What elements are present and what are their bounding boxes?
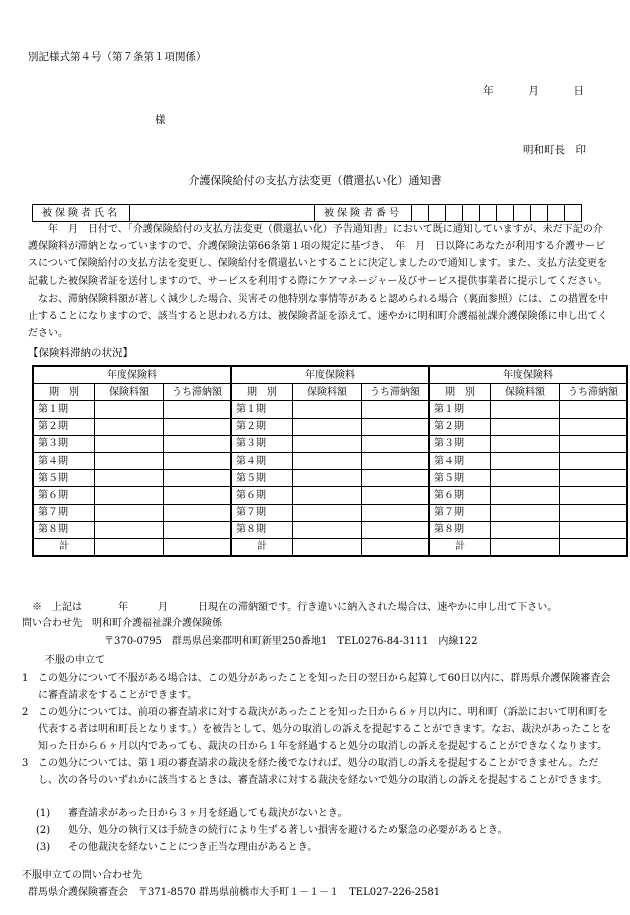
premium-amount-cell[interactable] xyxy=(95,435,164,452)
appeal-item-text: この処分について不服がある場合は、この処分があったことを知った日の翌日から起算して60日以内に、群馬県介護保険審査会に審査請求をすることができます。 xyxy=(38,673,611,701)
appeal-inquiry-label: 不服申立ての問い合わせ先 xyxy=(22,870,142,881)
premium-amount-cell[interactable] xyxy=(95,487,164,504)
date-line xyxy=(483,84,584,100)
period-label: 第６期 xyxy=(429,487,491,504)
insured-name-label: 被保険者氏名 xyxy=(33,205,130,222)
insured-number-digit[interactable] xyxy=(429,205,446,222)
premium-amount-cell[interactable] xyxy=(491,452,560,469)
note-rest: 日現在の滞納額です。行き違いに納入された場合は、速やかに申し出て下さい。 xyxy=(198,602,558,613)
arrears-amount-cell[interactable] xyxy=(164,401,232,418)
period-label: 第６期 xyxy=(231,487,293,504)
total-premium-cell[interactable] xyxy=(95,538,164,556)
insured-number-digit[interactable] xyxy=(548,205,565,222)
year-group-header: 年度保険料 xyxy=(33,366,231,384)
year-group-header: 年度保険料 xyxy=(231,366,429,384)
premium-amount-cell[interactable] xyxy=(293,435,362,452)
year-group-header: 年度保険料 xyxy=(429,366,627,384)
period-label: 第４期 xyxy=(33,452,95,469)
premium-amount-cell[interactable] xyxy=(95,418,164,435)
table-row xyxy=(33,418,627,435)
total-label: 計 xyxy=(429,538,491,556)
appeal-subitem-number: (2) xyxy=(36,825,51,836)
table-row xyxy=(33,401,627,418)
arrears-amount-cell[interactable] xyxy=(362,504,430,521)
period-label: 第２期 xyxy=(429,418,491,435)
arrears-amount-cell[interactable] xyxy=(560,521,628,538)
col-amount-header: 保険料額 xyxy=(95,384,164,401)
total-arrears-cell[interactable] xyxy=(362,538,430,556)
period-label: 第１期 xyxy=(231,401,293,418)
arrears-amount-cell[interactable] xyxy=(560,504,628,521)
appeal-item-text: この処分については、前項の審査請求に対する裁決があったことを知った日から６ヶ月以内に、明和町（訴訟において明和町を代表する者は明和町長となります。）を被告として、処分の取消しの訴えを提起することができます。なお、裁決があったことを知った日から６ヶ月以内であっても、裁決の日から１年を経過すると処分の取消しの訴えを提起することができなくなります。 xyxy=(38,707,612,752)
insured-number-digit[interactable] xyxy=(463,205,480,222)
period-label: 第４期 xyxy=(231,452,293,469)
appeal-item xyxy=(22,704,614,755)
premium-amount-cell[interactable] xyxy=(491,504,560,521)
period-label: 第２期 xyxy=(231,418,293,435)
col-arrears-header: うち滞納額 xyxy=(164,384,232,401)
arrears-amount-cell[interactable] xyxy=(560,452,628,469)
insured-number-digit[interactable] xyxy=(446,205,463,222)
note-month: 月 xyxy=(158,602,168,613)
period-label: 第５期 xyxy=(231,470,293,487)
table-row xyxy=(33,504,627,521)
appeal-subitem xyxy=(36,840,317,855)
total-premium-cell[interactable] xyxy=(491,538,560,556)
insured-number-digit[interactable] xyxy=(497,205,514,222)
arrears-amount-cell[interactable] xyxy=(164,470,232,487)
premium-amount-cell[interactable] xyxy=(491,401,560,418)
arrears-amount-cell[interactable] xyxy=(560,401,628,418)
issuer: 明和町長 印 xyxy=(523,144,586,156)
appeal-item xyxy=(22,755,614,789)
col-arrears-header: うち滞納額 xyxy=(560,384,628,401)
note-year: 年 xyxy=(118,602,128,613)
col-amount-header: 保険料額 xyxy=(293,384,362,401)
form-id: 別記様式第４号（第７条第１項関係） xyxy=(28,51,207,63)
table-row xyxy=(33,452,627,469)
total-arrears-cell[interactable] xyxy=(560,538,628,556)
premium-amount-cell[interactable] xyxy=(491,435,560,452)
appeal-subitem-number: (1) xyxy=(36,808,51,819)
period-label: 第４期 xyxy=(429,452,491,469)
arrears-amount-cell[interactable] xyxy=(362,452,430,469)
arrears-amount-cell[interactable] xyxy=(560,487,628,504)
total-row xyxy=(33,538,627,556)
inquiry-address: 〒370-0795 群馬県邑楽郡明和町新里250番地1 TEL0276-84-3111 内線122 xyxy=(104,636,478,647)
period-label: 第１期 xyxy=(429,401,491,418)
premium-amount-cell[interactable] xyxy=(491,418,560,435)
premium-amount-cell[interactable] xyxy=(95,504,164,521)
premium-amount-cell[interactable] xyxy=(491,470,560,487)
premium-amount-cell[interactable] xyxy=(293,418,362,435)
inquiry-label: 問い合わせ先 明和町介護福祉課介護保険係 xyxy=(22,618,222,629)
notice-paragraph-2: なお、滞納保険料額が著しく減少した場合、災害その他特別な事情等があると認められる場合（裏面参照）には、この措置を中止することになりますので、該当すると思われる方は、被保険者証を添えて、速やかに明和町介護福祉課介護保険係に申し出てください。 xyxy=(28,294,608,340)
arrears-amount-cell[interactable] xyxy=(560,470,628,487)
total-label: 計 xyxy=(33,538,95,556)
appeal-subitem xyxy=(36,806,348,821)
period-label: 第３期 xyxy=(33,435,95,452)
premium-amount-cell[interactable] xyxy=(293,401,362,418)
insured-number-digit[interactable] xyxy=(514,205,531,222)
col-arrears-header: うち滞納額 xyxy=(362,384,430,401)
insured-number-digit[interactable] xyxy=(565,205,582,222)
period-label: 第３期 xyxy=(231,435,293,452)
appeal-subitem-number: (3) xyxy=(36,842,51,853)
premium-amount-cell[interactable] xyxy=(293,470,362,487)
document-title: 介護保険給付の支払方法変更（償還払い化）通知書 xyxy=(188,174,442,187)
col-amount-header: 保険料額 xyxy=(491,384,560,401)
premium-amount-cell[interactable] xyxy=(293,521,362,538)
period-label: 第８期 xyxy=(231,521,293,538)
arrears-amount-cell[interactable] xyxy=(560,435,628,452)
appeal-item-number: 3 xyxy=(22,758,29,769)
insured-number-digit[interactable] xyxy=(480,205,497,222)
premium-amount-cell[interactable] xyxy=(95,452,164,469)
period-label: 第７期 xyxy=(33,504,95,521)
table-row xyxy=(33,435,627,452)
note-line xyxy=(32,600,557,615)
date-year: 年 xyxy=(483,85,494,97)
period-label: 第７期 xyxy=(231,504,293,521)
period-label: 第８期 xyxy=(33,521,95,538)
premium-amount-cell[interactable] xyxy=(95,401,164,418)
section-title: 【保険料滞納の状況】 xyxy=(28,347,133,359)
period-label: 第６期 xyxy=(33,487,95,504)
addressee: 様 xyxy=(155,114,166,126)
arrears-amount-cell[interactable] xyxy=(362,521,430,538)
appeal-inquiry-address: 群馬県介護保険審査会 〒371-8570 群馬県前橋市大手町１－１－１ TEL027-226-2581 xyxy=(28,887,441,898)
arrears-amount-cell[interactable] xyxy=(560,418,628,435)
total-label: 計 xyxy=(231,538,293,556)
col-period-header: 期 別 xyxy=(33,384,95,401)
group-header-row xyxy=(33,366,627,384)
appeal-subitem-text: 処分、処分の執行又は手続きの続行により生ずる著しい損害を避けるため緊急の必要があるとき。 xyxy=(68,825,508,836)
premium-amount-cell[interactable] xyxy=(293,487,362,504)
insured-number-digit[interactable] xyxy=(531,205,548,222)
appeal-subitem-text: その他裁決を経ないことにつき正当な理由があるとき。 xyxy=(68,842,318,853)
arrears-amount-cell[interactable] xyxy=(362,418,430,435)
insured-name-field[interactable] xyxy=(130,205,315,222)
arrears-table xyxy=(32,365,628,557)
arrears-amount-cell[interactable] xyxy=(164,504,232,521)
premium-amount-cell[interactable] xyxy=(491,521,560,538)
period-label: 第２期 xyxy=(33,418,95,435)
arrears-amount-cell[interactable] xyxy=(164,435,232,452)
table-row xyxy=(33,521,627,538)
col-period-header: 期 別 xyxy=(429,384,491,401)
premium-amount-cell[interactable] xyxy=(95,470,164,487)
appeal-subitem xyxy=(36,823,508,838)
appeal-item xyxy=(22,670,614,704)
appeal-heading: 不服の申立て xyxy=(45,655,105,666)
period-label: 第５期 xyxy=(33,470,95,487)
arrears-amount-cell[interactable] xyxy=(164,521,232,538)
total-arrears-cell[interactable] xyxy=(164,538,232,556)
total-premium-cell[interactable] xyxy=(293,538,362,556)
premium-amount-cell[interactable] xyxy=(491,487,560,504)
table-row xyxy=(33,487,627,504)
appeal-subitem-text: 審査請求があった日から３ヶ月を経過しても裁決がないとき。 xyxy=(68,808,348,819)
arrears-amount-cell[interactable] xyxy=(164,452,232,469)
table-row xyxy=(33,470,627,487)
appeal-item-number: 1 xyxy=(22,673,29,684)
period-label: 第１期 xyxy=(33,401,95,418)
period-label: 第７期 xyxy=(429,504,491,521)
insured-info-table xyxy=(32,204,582,222)
arrears-amount-cell[interactable] xyxy=(362,470,430,487)
appeal-item-number: 2 xyxy=(22,707,29,718)
arrears-amount-cell[interactable] xyxy=(362,487,430,504)
insured-number-label: 被保険者番号 xyxy=(315,205,412,222)
premium-amount-cell[interactable] xyxy=(95,521,164,538)
appeal-item-text: この処分については、第１項の審査請求の裁決を経た後でなければ、処分の取消しの訴えを提起することができません。ただし、次の各号のいずれかに該当するときは、審査請求に対する裁決を経ないで処分の取消しの訴えを提起することができます。 xyxy=(38,758,608,786)
date-month: 月 xyxy=(528,85,539,97)
note-mark: ※ 上記は xyxy=(32,602,82,613)
premium-amount-cell[interactable] xyxy=(293,504,362,521)
premium-amount-cell[interactable] xyxy=(293,452,362,469)
arrears-amount-cell[interactable] xyxy=(362,401,430,418)
arrears-amount-cell[interactable] xyxy=(362,435,430,452)
period-label: 第５期 xyxy=(429,470,491,487)
period-label: 第８期 xyxy=(429,521,491,538)
arrears-amount-cell[interactable] xyxy=(164,418,232,435)
arrears-amount-cell[interactable] xyxy=(164,487,232,504)
column-header-row xyxy=(33,384,627,401)
date-day: 日 xyxy=(573,85,584,97)
notice-paragraph-1: 年 月 日付で、「介護保険給付の支払方法変更（償還払い化）予告通知書」において既に通知していますが、未だ下記の介護保険料が滞納となっていますので、介護保険法第66条第１項の規定に基づき、 年 月 日以降にあなたが利用する介護サービスについて保険給付の支払方法を変更し、保険給付を償還払いとすることに決定しましたので通知します。また、支払方法変更を記載した被保険者証を送付しますので、サービスを利用する際にケアマネージャー及びサービス提供事業者に提示してください。 xyxy=(28,224,608,287)
period-label: 第３期 xyxy=(429,435,491,452)
insured-number-digit[interactable] xyxy=(412,205,429,222)
col-period-header: 期 別 xyxy=(231,384,293,401)
